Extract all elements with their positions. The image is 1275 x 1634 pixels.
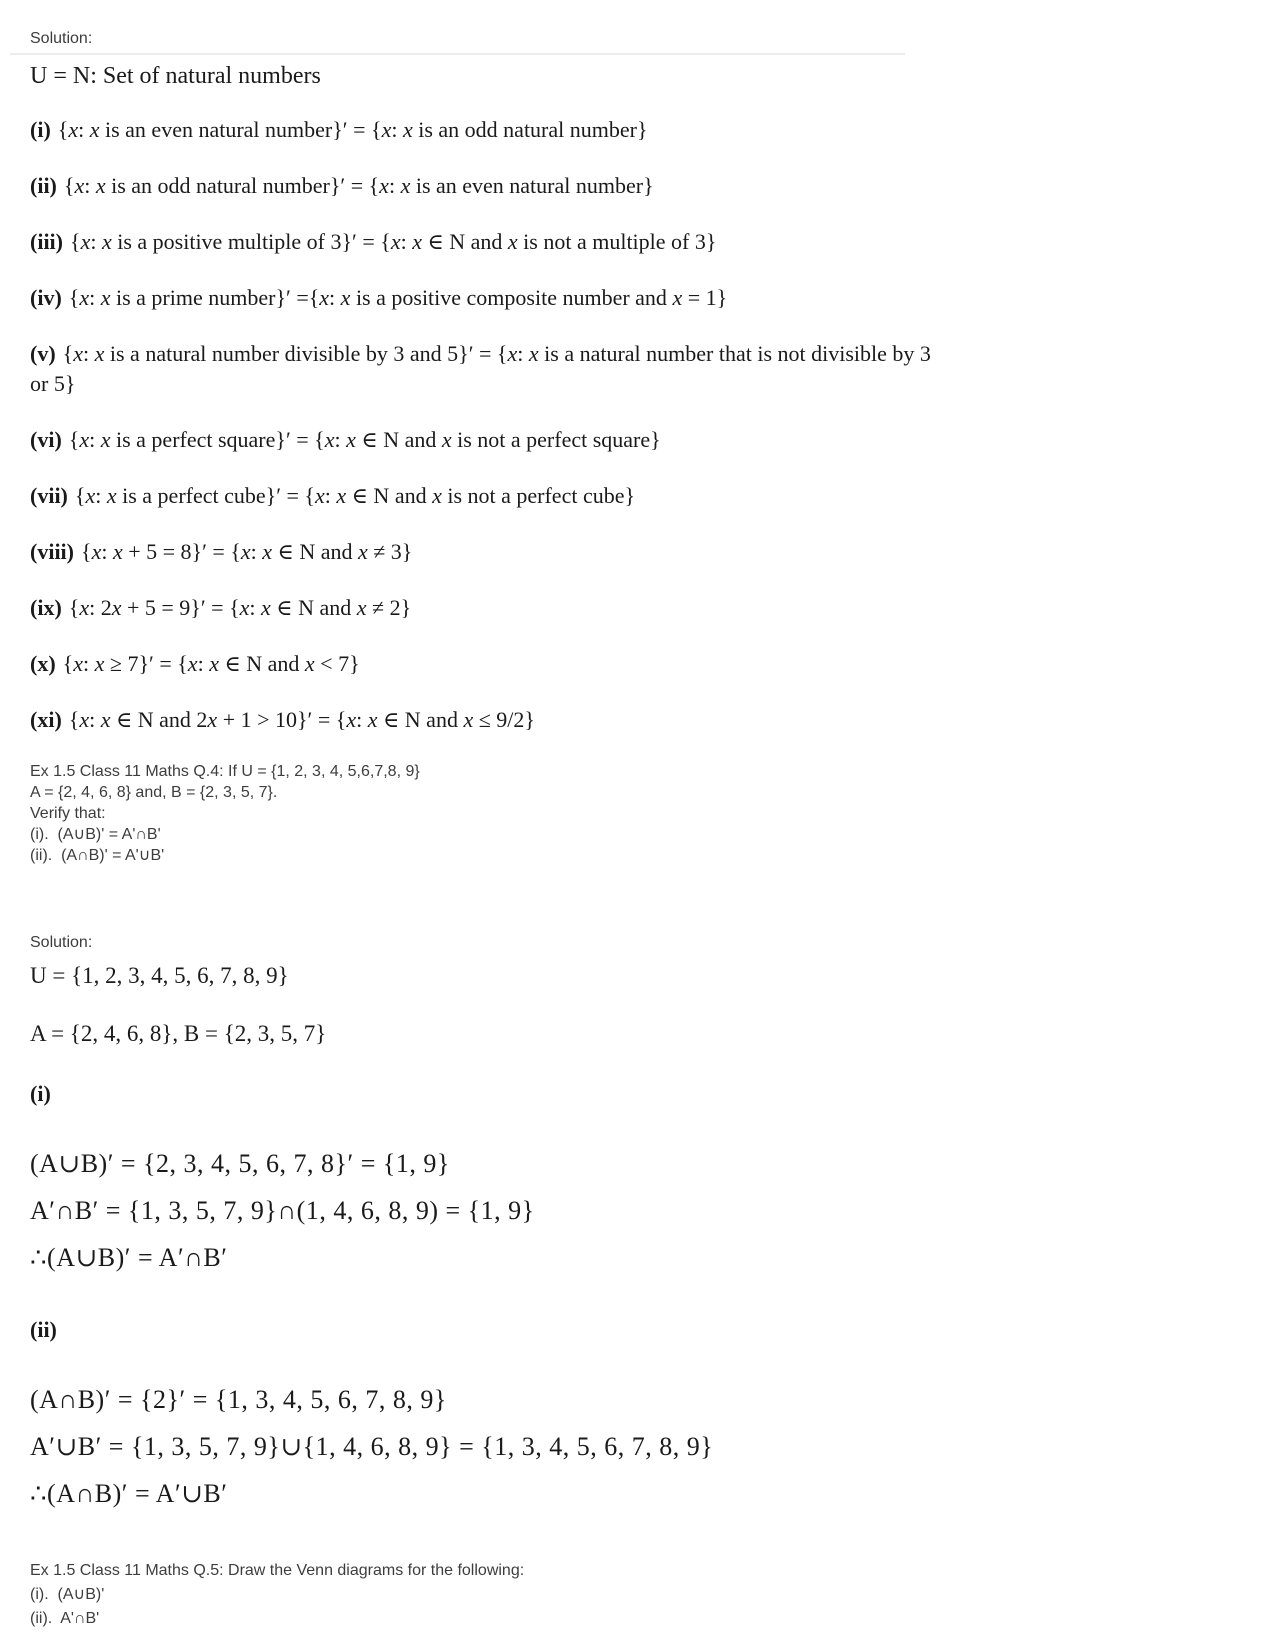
item-text: {x: x is an odd natural number}′ = {x: x is an even natural number} bbox=[63, 173, 654, 198]
horizontal-divider bbox=[10, 53, 905, 55]
part-label-i: (i) bbox=[30, 1081, 51, 1106]
question-5-part-i: (i). (A∪B)' bbox=[30, 1586, 105, 1603]
item-label: (ix) bbox=[30, 595, 62, 620]
question-5-block bbox=[30, 1559, 1235, 1631]
item-text: {x: x + 5 = 8}′ = {x: x ∈ N and x ≠ 3} bbox=[81, 539, 413, 564]
question-4-part-i: (i). (A∪B)' = A'∩B' bbox=[30, 826, 161, 843]
question-4-title: Ex 1.5 Class 11 Maths Q.4: If U = {1, 2, 3, 4, 5,6,7,8, 9} bbox=[30, 763, 420, 780]
solution-items-list bbox=[30, 115, 1235, 735]
question-5-part-ii: (ii). A'∩B' bbox=[30, 1610, 100, 1627]
item-label: (vi) bbox=[30, 427, 62, 452]
solution-heading-1: Solution: bbox=[30, 30, 93, 47]
item-label: (vii) bbox=[30, 483, 68, 508]
solution-item-vii bbox=[30, 481, 935, 511]
solution-item-vi bbox=[30, 425, 935, 455]
question-4-sets: A = {2, 4, 6, 8} and, B = {2, 3, 5, 7}. bbox=[30, 784, 278, 801]
item-label: (v) bbox=[30, 341, 56, 366]
solution-item-x bbox=[30, 649, 935, 679]
solution-item-iv bbox=[30, 283, 935, 313]
part-i-working bbox=[30, 1147, 1235, 1275]
question-4-part-ii: (ii). (A∩B)' = A'∪B' bbox=[30, 847, 165, 864]
math-line-union-complement: (A∪B)′ = {2, 3, 4, 5, 6, 7, 8}′ = {1, 9} bbox=[30, 1149, 450, 1178]
math-line-therefore-2: ∴(A∩B)′ = A′∪B′ bbox=[30, 1479, 228, 1508]
math-line-intersection-of-complements: A′∩B′ = {1, 3, 5, 7, 9}∩(1, 4, 6, 8, 9) = {1, 9} bbox=[30, 1196, 535, 1225]
math-line-union-of-complements: A′∪B′ = {1, 3, 5, 7, 9}∪{1, 4, 6, 8, 9} = {1, 3, 4, 5, 6, 7, 8, 9} bbox=[30, 1432, 714, 1461]
item-text: {x: x is a prime number}′ ={x: x is a positive composite number and x = 1} bbox=[68, 285, 728, 310]
item-label: (ii) bbox=[30, 173, 57, 198]
solution-item-ix bbox=[30, 593, 935, 623]
item-label: (iii) bbox=[30, 229, 63, 254]
item-text: {x: x is a perfect square}′ = {x: x ∈ N and x is not a perfect square} bbox=[68, 427, 661, 452]
item-label: (viii) bbox=[30, 539, 74, 564]
question-5-title: Ex 1.5 Class 11 Maths Q.5: Draw the Venn diagrams for the following: bbox=[30, 1562, 525, 1579]
item-label: (xi) bbox=[30, 707, 62, 732]
item-text: {x: x ∈ N and 2x + 1 > 10}′ = {x: x ∈ N and x ≤ 9/2} bbox=[68, 707, 535, 732]
item-text: {x: x is an even natural number}′ = {x: x is an odd natural number} bbox=[57, 117, 648, 142]
math-line-therefore-1: ∴(A∪B)′ = A′∩B′ bbox=[30, 1243, 228, 1272]
solution-heading-2: Solution: bbox=[30, 934, 93, 951]
question-4-verify: Verify that: bbox=[30, 805, 106, 822]
part-label-ii: (ii) bbox=[30, 1317, 57, 1342]
solution-item-viii bbox=[30, 537, 935, 567]
sets-definition: A = {2, 4, 6, 8}, B = {2, 3, 5, 7} bbox=[30, 1021, 327, 1046]
solution-item-ii bbox=[30, 171, 935, 201]
math-line-intersection-complement: (A∩B)′ = {2}′ = {1, 3, 4, 5, 6, 7, 8, 9} bbox=[30, 1385, 447, 1414]
item-label: (x) bbox=[30, 651, 56, 676]
question-4-block bbox=[30, 761, 1235, 866]
item-text: {x: x is a natural number divisible by 3 and 5}′ = {x: x is a natural number that is not divisible by 3 or 5} bbox=[30, 341, 931, 396]
universe-definition-1: U = N: Set of natural numbers bbox=[30, 63, 321, 89]
item-label: (iv) bbox=[30, 285, 62, 310]
part-ii-working bbox=[30, 1383, 1235, 1511]
solution-item-iii bbox=[30, 227, 935, 257]
solution-item-v bbox=[30, 339, 935, 399]
item-text: {x: x is a positive multiple of 3}′ = {x: x ∈ N and x is not a multiple of 3} bbox=[70, 229, 717, 254]
item-label: (i) bbox=[30, 117, 51, 142]
item-text: {x: 2x + 5 = 9}′ = {x: x ∈ N and x ≠ 2} bbox=[68, 595, 412, 620]
solution-item-xi bbox=[30, 705, 935, 735]
item-text: {x: x ≥ 7}′ = {x: x ∈ N and x < 7} bbox=[62, 651, 360, 676]
solution-item-i bbox=[30, 115, 935, 145]
universe-definition-2: U = {1, 2, 3, 4, 5, 6, 7, 8, 9} bbox=[30, 963, 289, 988]
item-text: {x: x is a perfect cube}′ = {x: x ∈ N and x is not a perfect cube} bbox=[74, 483, 636, 508]
